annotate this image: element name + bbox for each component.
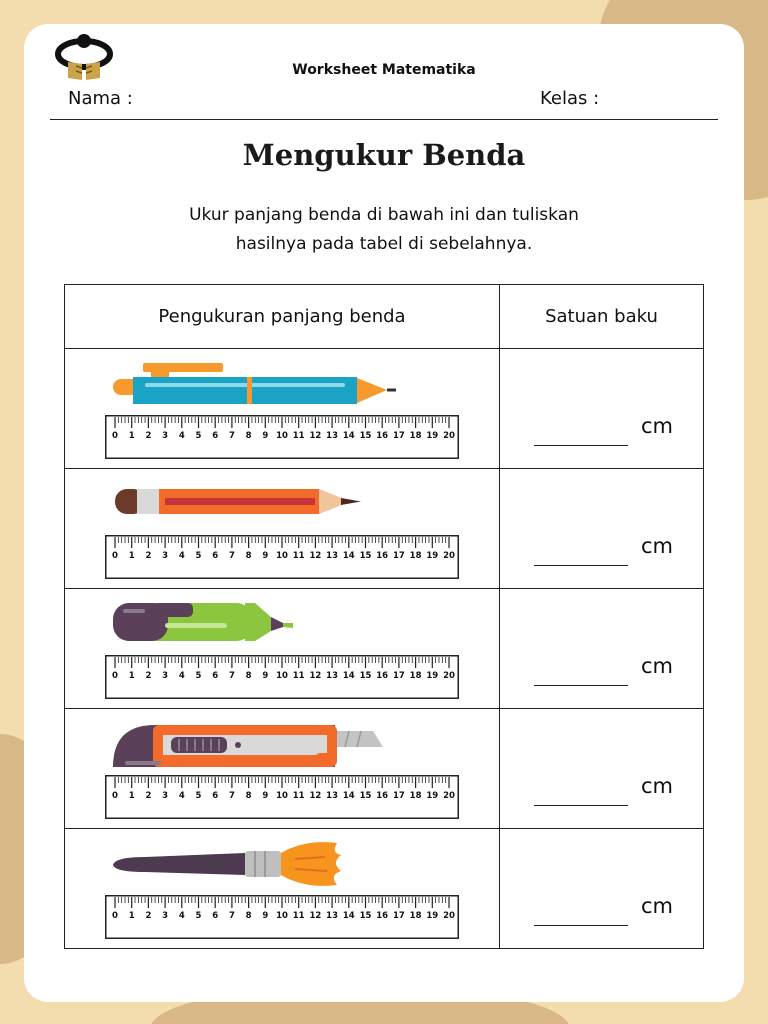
- ruler-label: 8: [245, 431, 252, 441]
- ruler-label: 0: [112, 671, 118, 681]
- answer-cell: [500, 589, 704, 709]
- class-field-label: Kelas :: [540, 88, 600, 109]
- ruler-label: 1: [128, 911, 135, 921]
- ruler-label: 9: [262, 671, 269, 681]
- ruler-label: 1: [128, 431, 135, 441]
- ruler-label: 10: [276, 911, 288, 921]
- ruler: [105, 775, 459, 819]
- ruler-label: 3: [162, 551, 169, 561]
- table-row: [65, 349, 704, 469]
- answer-cell: [500, 469, 704, 589]
- table-row: [65, 829, 704, 949]
- ruler-label: 20: [443, 431, 455, 441]
- ruler-label: 5: [195, 791, 202, 801]
- instruction-line-1: Ukur panjang benda di bawah ini dan tuliskan: [189, 205, 579, 225]
- ruler-label: 1: [128, 671, 135, 681]
- ruler-label: 0: [112, 911, 118, 921]
- ruler-label: 13: [326, 791, 339, 801]
- ruler-label: 8: [245, 791, 252, 801]
- measurement-cell: [65, 829, 500, 949]
- ruler-label: 8: [245, 551, 252, 561]
- table-row: [65, 469, 704, 589]
- ruler-label: 15: [359, 911, 372, 921]
- paintbrush-icon: [105, 837, 405, 891]
- ruler: [105, 415, 459, 459]
- ruler-label: 11: [292, 791, 305, 801]
- pen-icon: [105, 357, 405, 407]
- ruler-label: 20: [443, 551, 455, 561]
- ruler-label: 2: [145, 551, 152, 561]
- column-header-unit: Satuan baku: [500, 285, 704, 349]
- ruler-label: 2: [145, 431, 152, 441]
- ruler-label: 19: [426, 671, 439, 681]
- ruler-label: 9: [262, 431, 269, 441]
- ruler-label: 5: [195, 431, 202, 441]
- ruler-label: 11: [292, 671, 305, 681]
- ruler-label: 18: [409, 671, 422, 681]
- ruler-label: 16: [376, 791, 389, 801]
- ruler-label: 17: [392, 431, 405, 441]
- ruler-label: 0: [112, 551, 118, 561]
- ruler-label: 14: [342, 671, 355, 681]
- worksheet-title: Worksheet Matematika: [292, 62, 476, 78]
- ruler-label: 16: [376, 551, 389, 561]
- page-title: Mengukur Benda: [242, 138, 526, 172]
- highlighter-icon: [105, 597, 405, 647]
- ruler-label: 12: [309, 791, 322, 801]
- ruler-label: 4: [178, 551, 185, 561]
- ruler-label: 7: [228, 911, 235, 921]
- ruler-label: 6: [212, 671, 219, 681]
- ruler-label: 8: [245, 671, 252, 681]
- answer-blank[interactable]: [534, 685, 628, 686]
- instruction-line-2: hasilnya pada tabel di sebelahnya.: [235, 234, 533, 254]
- ruler-label: 16: [376, 431, 389, 441]
- name-field-label: Nama :: [68, 88, 133, 109]
- ruler-label: 0: [112, 791, 118, 801]
- answer-blank[interactable]: [534, 805, 628, 806]
- ruler-label: 7: [228, 431, 235, 441]
- ruler-label: 15: [359, 671, 372, 681]
- ruler-label: 11: [292, 551, 305, 561]
- cutter-icon: [105, 717, 405, 771]
- ruler-label: 14: [342, 551, 355, 561]
- ruler-label: 3: [162, 911, 169, 921]
- ruler-label: 17: [392, 671, 405, 681]
- ruler-label: 11: [292, 431, 305, 441]
- measurement-cell: [65, 469, 500, 589]
- ruler: [105, 655, 459, 699]
- ruler-label: 19: [426, 791, 439, 801]
- ruler: [105, 535, 459, 579]
- ruler-label: 18: [409, 551, 422, 561]
- ruler-label: 9: [262, 791, 269, 801]
- ruler-label: 1: [128, 791, 135, 801]
- ruler-label: 17: [392, 551, 405, 561]
- ruler-label: 9: [262, 551, 269, 561]
- ruler-label: 4: [178, 431, 185, 441]
- ruler-label: 2: [145, 791, 152, 801]
- unit-label: cm: [641, 534, 674, 558]
- ruler-label: 18: [409, 911, 422, 921]
- answer-blank[interactable]: [534, 445, 628, 446]
- table-header-row: [65, 285, 704, 349]
- ruler-label: 17: [392, 911, 405, 921]
- ruler-label: 19: [426, 911, 439, 921]
- ruler-label: 7: [228, 791, 235, 801]
- ruler-label: 0: [112, 431, 118, 441]
- ruler-label: 8: [245, 911, 252, 921]
- unit-label: cm: [641, 894, 674, 918]
- answer-blank[interactable]: [534, 565, 628, 566]
- ruler-label: 4: [178, 911, 185, 921]
- ruler-label: 20: [443, 911, 455, 921]
- ruler-label: 20: [443, 791, 455, 801]
- ruler-label: 10: [276, 671, 288, 681]
- table-row: [65, 709, 704, 829]
- unit-label: cm: [641, 654, 674, 678]
- ruler-label: 13: [326, 551, 339, 561]
- ruler-label: 12: [309, 431, 322, 441]
- worksheet-sheet: [24, 24, 744, 1002]
- answer-cell: [500, 349, 704, 469]
- ruler-label: 6: [212, 911, 219, 921]
- ruler-label: 6: [212, 791, 219, 801]
- ruler-label: 10: [276, 551, 288, 561]
- ruler-label: 12: [309, 911, 322, 921]
- ruler-label: 5: [195, 911, 202, 921]
- ruler-label: 3: [162, 791, 169, 801]
- measurement-cell: [65, 349, 500, 469]
- measurement-cell: [65, 709, 500, 829]
- ruler-label: 7: [228, 551, 235, 561]
- ruler-label: 15: [359, 791, 372, 801]
- ruler-label: 18: [409, 431, 422, 441]
- ruler-label: 11: [292, 911, 305, 921]
- unit-label: cm: [641, 774, 674, 798]
- ruler-label: 10: [276, 791, 288, 801]
- ruler-label: 3: [162, 671, 169, 681]
- ruler-label: 6: [212, 431, 219, 441]
- ruler-label: 12: [309, 551, 322, 561]
- ruler-label: 4: [178, 671, 185, 681]
- ruler-label: 2: [145, 911, 152, 921]
- ruler-label: 9: [262, 911, 269, 921]
- ruler-label: 17: [392, 791, 405, 801]
- table-row: [65, 589, 704, 709]
- instruction-text: [124, 201, 644, 259]
- ruler-label: 1: [128, 551, 135, 561]
- ruler-label: 14: [342, 791, 355, 801]
- ruler-label: 5: [195, 671, 202, 681]
- answer-blank[interactable]: [534, 925, 628, 926]
- ruler-label: 5: [195, 551, 202, 561]
- ruler-label: 7: [228, 671, 235, 681]
- ruler-label: 18: [409, 791, 422, 801]
- measurement-table: [64, 284, 704, 949]
- unit-label: cm: [641, 414, 674, 438]
- ruler-label: 16: [376, 671, 389, 681]
- ruler-label: 10: [276, 431, 288, 441]
- ruler-label: 12: [309, 671, 322, 681]
- ruler-label: 6: [212, 551, 219, 561]
- ruler-label: 15: [359, 431, 372, 441]
- ruler-label: 13: [326, 911, 339, 921]
- ruler-label: 3: [162, 431, 169, 441]
- ruler-label: 13: [326, 671, 339, 681]
- ruler-label: 16: [376, 911, 389, 921]
- pencil-icon: [105, 477, 405, 527]
- ruler-label: 4: [178, 791, 185, 801]
- header-divider: [50, 119, 718, 120]
- measurement-cell: [65, 589, 500, 709]
- answer-cell: [500, 829, 704, 949]
- ruler-label: 20: [443, 671, 455, 681]
- ruler: [105, 895, 459, 939]
- ruler-label: 19: [426, 551, 439, 561]
- ruler-label: 14: [342, 431, 355, 441]
- answer-cell: [500, 709, 704, 829]
- column-header-measurement: Pengukuran panjang benda: [65, 285, 500, 349]
- ruler-label: 19: [426, 431, 439, 441]
- ruler-label: 13: [326, 431, 339, 441]
- ruler-label: 2: [145, 671, 152, 681]
- ruler-label: 15: [359, 551, 372, 561]
- ruler-label: 14: [342, 911, 355, 921]
